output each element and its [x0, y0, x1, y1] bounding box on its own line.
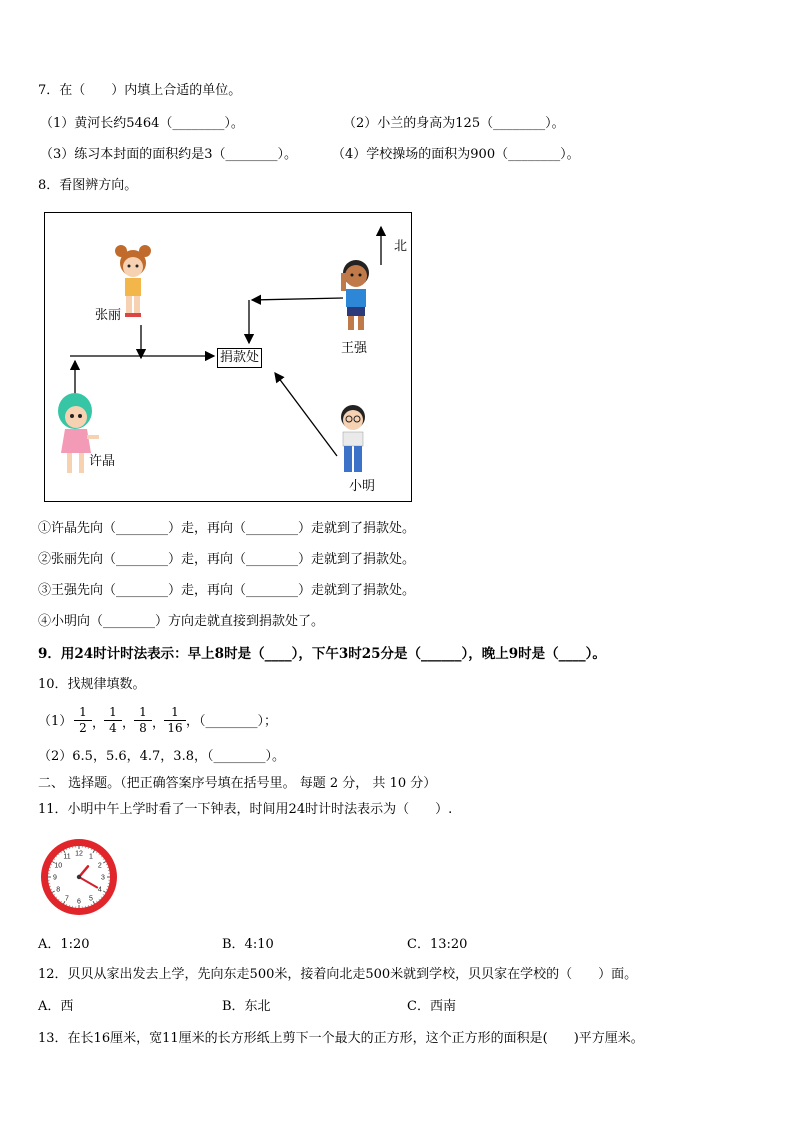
clock-number: 11 — [63, 853, 71, 861]
xiaoming-label: 小明 — [349, 479, 376, 494]
q8-title: 8．看图辨方向。 — [38, 178, 138, 193]
fraction-2-num: 1 — [109, 705, 117, 719]
q10-title: 10．找规律填数。 — [38, 677, 146, 692]
fraction-2-den: 4 — [109, 721, 117, 735]
fraction-1-num: 1 — [79, 705, 87, 719]
clock-number: 2 — [97, 862, 102, 870]
clock-number: 6 — [77, 898, 81, 906]
q12-option-b: B．东北 — [222, 999, 271, 1014]
fraction-sep-1: ， — [92, 716, 106, 731]
fraction-3-num: 1 — [139, 705, 147, 719]
clock-number: 12 — [75, 850, 83, 858]
fraction-3-den: 8 — [139, 721, 147, 735]
q11-option-c: C．13:20 — [407, 937, 468, 952]
clock-number: 7 — [65, 895, 69, 903]
clock-icon — [38, 836, 120, 918]
xiaoming-figure — [341, 405, 365, 472]
fraction-1 — [74, 706, 92, 735]
xiaoming-arrow — [275, 373, 337, 456]
fraction-4 — [164, 706, 186, 735]
q8-item-3: ③王强先向（________）走，再向（________）走就到了捐款处。 — [38, 583, 416, 598]
wangqiang-label: 王强 — [341, 341, 368, 356]
xujing-label: 许晶 — [89, 454, 116, 469]
q7-title: 7．在（ ）内填上合适的单位。 — [38, 83, 242, 98]
q10-item1-prefix: （1） — [38, 714, 73, 729]
clock-number: 8 — [56, 886, 61, 894]
q11-title: 11．小明中午上学时看了一下钟表，时间用24时计时法表示为（ ）. — [38, 802, 453, 817]
fraction-sep-3: ， — [152, 716, 166, 731]
fraction-sep-2: ， — [122, 716, 136, 731]
q12-option-c: C．西南 — [407, 999, 456, 1014]
clock-number: 3 — [101, 874, 105, 882]
zhangli-figure — [115, 245, 151, 317]
fraction-4-num: 1 — [171, 705, 179, 719]
q8-item-2: ②张丽先向（________）走，再向（________）走就到了捐款处。 — [38, 552, 416, 567]
q8-item-1: ①许晶先向（________）走，再向（________）走就到了捐款处。 — [38, 521, 416, 536]
clock-number: 10 — [54, 862, 63, 870]
clock-number: 1 — [89, 853, 93, 861]
section-2-heading: 二、 选择题。（把正确答案序号填在括号里。 每题 2 分， 共 10 分） — [38, 776, 437, 791]
q7-item-4: （4）学校操场的面积为900（________）。 — [332, 147, 580, 162]
q9-text: 9．用24时计时法表示：早上8时是（____），下午3时25分是（______），晚上9时是（____）。 — [38, 646, 606, 662]
donation-point-label: 捐款处 — [217, 348, 262, 368]
fraction-3 — [134, 706, 152, 735]
q12-title: 12．贝贝从家出发去上学，先向东走500米，接着向北走500米就到学校，贝贝家在学校的（ ）面。 — [38, 967, 638, 982]
q10-item-2: （2）6.5，5.6，4.7，3.8，（________）。 — [38, 749, 285, 764]
q7-item-3: （3）练习本封面的面积约是3（________）。 — [40, 147, 298, 162]
clock-number: 9 — [53, 874, 57, 882]
clock-number: 5 — [89, 895, 93, 903]
wangqiang-figure — [341, 260, 369, 330]
fraction-1-den: 2 — [79, 721, 87, 735]
q7-item-1: （1）黄河长约5464（________）。 — [40, 116, 244, 131]
fraction-2 — [104, 706, 122, 735]
q13-text: 13．在长16厘米，宽11厘米的长方形纸上剪下一个最大的正方形，这个正方形的面积是( )平方厘米。 — [38, 1031, 644, 1046]
zhangli-label: 张丽 — [95, 308, 122, 323]
q10-item1-suffix: ，（________）； — [186, 714, 278, 729]
wangqiang-arrow-left — [252, 298, 343, 300]
q11-option-a: A．1:20 — [38, 937, 90, 952]
q11-option-b: B．4:10 — [222, 937, 274, 952]
north-label: 北 — [394, 239, 408, 254]
fraction-4-den: 16 — [167, 721, 183, 735]
clock-number: 4 — [97, 886, 102, 894]
q8-item-4: ④小明向（________）方向走就直接到捐款处了。 — [38, 614, 325, 629]
direction-diagram — [44, 212, 412, 502]
q7-item-2: （2）小兰的身高为125（________）。 — [343, 116, 565, 131]
q12-option-a: A．西 — [38, 999, 74, 1014]
